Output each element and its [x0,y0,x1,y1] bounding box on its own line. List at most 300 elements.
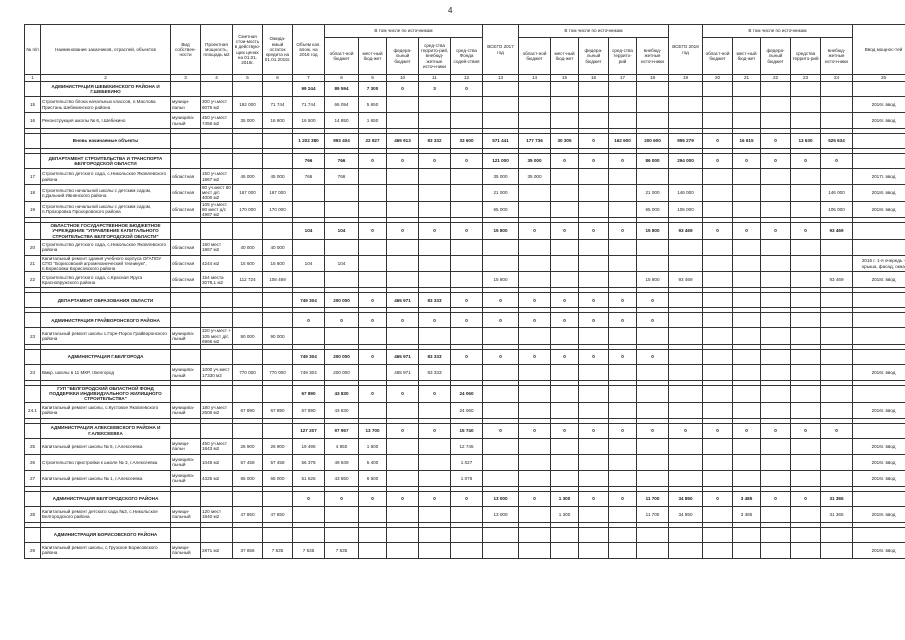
value-cell [387,542,419,558]
value-cell [821,328,853,345]
value-cell [387,454,419,470]
header-src17-4: внебюд-жетные источ-ники [637,38,669,75]
value-cell: 0 [551,154,579,169]
input-cell [853,328,905,345]
capacity-cell: 450 уч.мест 7456 м2 [201,113,233,129]
value-cell [703,350,733,365]
input-cell: 2016г. ввод [853,542,905,558]
page-number: 4 [448,6,453,15]
value-cell [703,470,733,486]
row-number: 21 [25,255,41,272]
row-number [25,423,41,438]
value-cell: 15 800 [483,272,519,288]
capacity-cell: 2871 м2 [201,542,233,558]
column-number: 25 [853,75,905,82]
input-cell: 2017г. ввод [853,169,905,185]
value-cell [609,328,637,345]
input-cell [853,223,905,240]
row-number: 15 [25,97,41,113]
value-cell [387,470,419,486]
value-cell [637,169,669,185]
value-cell [637,542,669,558]
value-cell: 0 [761,223,791,240]
section-title: ОБЛАСТНОЕ ГОСУДАРСТВЕННОЕ БЮДЖЕТНОЕ УЧРЕЖДЕНИЕ "УПРАВЛЕНИЕ КАПИТАЛЬНОГО СТРОИТЕЛЬСТВА БЕЛГОРОДСКОЙ ОБЛАСТИ" [41,223,171,240]
header-src16-1: мест-ный бюд-жет [359,38,387,75]
value-cell [791,350,821,365]
value-cell: 35 000 [483,169,519,185]
capacity-cell [201,313,233,328]
value-cell [263,223,293,240]
value-cell [387,527,419,542]
value-cell: 0 [609,293,637,308]
column-number: 21 [733,75,761,82]
value-cell [293,272,325,288]
value-cell [359,239,387,255]
value-cell [733,328,761,345]
value-cell [637,239,669,255]
value-cell [703,272,733,288]
section-row [25,82,905,97]
value-cell: 0 [579,134,609,149]
value-cell [761,293,791,308]
input-cell [853,386,905,403]
value-cell: 0 [359,154,387,169]
value-cell: 0 [579,350,609,365]
capacity-cell: 1048 м2 [201,454,233,470]
value-cell: 13 000 [483,506,519,522]
table-row [25,255,905,272]
input-cell [853,491,905,506]
value-cell: 67 890 [293,386,325,403]
value-cell [609,113,637,129]
value-cell: 146 000 [669,185,703,202]
value-cell: 71 744 [263,97,293,113]
section-row [25,134,905,149]
table-row [25,113,905,129]
value-cell: 162 600 [609,134,637,149]
row-number [25,350,41,365]
value-cell: 30 305 [551,134,579,149]
value-cell: 65 000 [263,470,293,486]
value-cell [451,506,483,522]
section-title: АДМИНИСТРАЦИЯ Г.БЕЛГОРОДА [41,350,171,365]
value-cell: 0 [733,154,761,169]
input-cell: 2018г. ввод [853,272,905,288]
value-cell [761,386,791,403]
ownership-cell: областная [171,169,201,185]
value-cell [233,134,263,149]
value-cell: 0 [359,350,387,365]
value-cell: 0 [551,313,579,328]
value-cell: 34 850 [669,491,703,506]
value-cell: 33 600 [451,134,483,149]
value-cell: 11 700 [637,491,669,506]
value-cell [483,255,519,272]
value-cell: 93 469 [669,272,703,288]
object-name: Капитальный ремонт здания учебного корпуса ОГАПОУ СПО "Борисовский агромеханический техникум", п.Борисовка Борисовского района [41,255,171,272]
value-cell [669,386,703,403]
column-number: 5 [233,75,263,82]
value-cell [233,223,263,240]
value-cell: 146 000 [821,185,853,202]
value-cell: 0 [451,223,483,240]
header-total-2017: ВСЕГО 2017 год [483,25,519,75]
value-cell [359,255,387,272]
capacity-cell: 1000 уч.мест 17330 м2 [201,365,233,381]
value-cell: 0 [579,423,609,438]
value-cell [733,470,761,486]
value-cell [579,470,609,486]
value-cell [669,97,703,113]
value-cell [419,527,451,542]
column-number: 20 [703,75,733,82]
ownership-cell: муниципа-льный [171,454,201,470]
value-cell [519,542,551,558]
section-row [25,386,905,403]
value-cell [551,82,579,97]
value-cell [483,82,519,97]
capacity-cell: 160 мест 1867 м2 [201,239,233,255]
value-cell [821,113,853,129]
ownership-cell: муниципа-льный [171,365,201,381]
value-cell [551,402,579,418]
row-number: 26 [25,454,41,470]
value-cell [387,113,419,129]
value-cell [761,272,791,288]
value-cell [551,169,579,185]
value-cell [519,328,551,345]
value-cell [519,185,551,202]
value-cell [325,272,359,288]
value-cell: 749 304 [293,293,325,308]
value-cell [579,365,609,381]
value-cell: 167 000 [263,185,293,202]
value-cell [263,313,293,328]
value-cell: 0 [419,491,451,506]
value-cell: 83 333 [419,365,451,381]
value-cell: 1 202 380 [293,134,325,149]
value-cell [579,97,609,113]
value-cell: 104 [293,255,325,272]
header-src18-2: федера-льный бюджет [761,38,791,75]
value-cell: 0 [451,350,483,365]
column-number: 22 [761,75,791,82]
row-number: 20 [25,239,41,255]
capacity-cell [201,423,233,438]
value-cell: 43 850 [325,470,359,486]
value-cell [791,386,821,403]
ownership-cell [171,386,201,403]
input-cell: 2016г. ввод [853,470,905,486]
value-cell [483,328,519,345]
value-cell [519,365,551,381]
value-cell: 0 [387,82,419,97]
value-cell: 12 745 [451,438,483,454]
value-cell: 7 535 [263,542,293,558]
section-title: АДМИНИСТРАЦИЯ БЕЛГОРОДСКОГО РАЙОНА [41,491,171,506]
value-cell: 66 094 [325,97,359,113]
value-cell: 0 [519,293,551,308]
value-cell: 766 [325,154,359,169]
value-cell [821,402,853,418]
value-cell [233,491,263,506]
value-cell: 0 [637,423,669,438]
value-cell [791,169,821,185]
value-cell: 3 [419,82,451,97]
value-cell [579,527,609,542]
value-cell: 11 700 [637,506,669,522]
value-cell: 90 000 [263,328,293,345]
value-cell [703,365,733,381]
value-cell: 0 [387,491,419,506]
value-cell [359,542,387,558]
value-cell [791,454,821,470]
value-cell [419,113,451,129]
column-number: 2 [41,75,171,82]
value-cell [387,239,419,255]
value-cell [609,169,637,185]
value-cell [519,527,551,542]
value-cell: 0 [761,491,791,506]
value-cell [551,97,579,113]
value-cell: 571 441 [483,134,519,149]
value-cell: 0 [821,154,853,169]
value-cell [233,313,263,328]
value-cell: 766 [325,169,359,185]
column-number: 10 [387,75,419,82]
value-cell [791,97,821,113]
capacity-cell: 320 уч.мест + 105 мест д/с 6966 м2 [202,328,231,344]
value-cell [519,454,551,470]
object-name: Вмкр. школы в 11 МКР, г.Белгород [41,365,171,381]
value-cell: 35 000 [519,169,551,185]
input-cell: 2018г. ввод [853,185,905,202]
input-cell [853,423,905,438]
value-cell [637,527,669,542]
value-cell [609,365,637,381]
value-cell: 1 600 [359,438,387,454]
value-cell: 5 650 [359,97,387,113]
value-cell [609,272,637,288]
value-cell: 0 [483,313,519,328]
value-cell: 43 830 [325,402,359,418]
value-cell [821,169,853,185]
value-cell: 40 000 [263,239,293,255]
value-cell [579,386,609,403]
value-cell [791,113,821,129]
value-cell [519,82,551,97]
value-cell: 0 [419,313,451,328]
value-cell: 0 [609,423,637,438]
value-cell: 22 927 [359,134,387,149]
value-cell [263,423,293,438]
header-input: Ввод мощнос-тей [853,25,905,75]
value-cell [359,169,387,185]
value-cell [233,293,263,308]
section-title: Вновь начинаемые объекты [41,134,171,149]
value-cell [733,313,761,328]
value-cell [791,313,821,328]
value-cell [263,293,293,308]
column-number: 13 [483,75,519,82]
value-cell [761,365,791,381]
value-cell: 0 [451,82,483,97]
value-cell: 67 890 [293,402,325,418]
value-cell: 200 000 [325,365,359,381]
value-cell [703,527,733,542]
value-cell: 21 000 [637,185,669,202]
value-cell [609,470,637,486]
value-cell [325,328,359,345]
input-cell [853,527,905,542]
value-cell: 0 [483,423,519,438]
ownership-cell: областная [171,272,201,288]
value-cell: 13 630 [791,134,821,149]
column-number: 7 [293,75,325,82]
value-cell: 3 485 [733,491,761,506]
ownership-cell [171,223,201,240]
value-cell [419,255,451,272]
value-cell: 15 800 [637,272,669,288]
value-cell [703,185,733,202]
value-cell [733,438,761,454]
value-cell: 104 [325,223,359,240]
value-cell [551,470,579,486]
value-cell [387,201,419,218]
value-cell [263,527,293,542]
input-cell: 2016г. ввод [853,454,905,470]
value-cell: 0 [791,223,821,240]
value-cell [293,201,325,218]
value-cell [669,239,703,255]
object-name: Строительство начальной школы с детским садом, п.Прохоровка Прохоровского района [41,201,171,218]
value-cell [637,454,669,470]
value-cell [761,82,791,97]
table-row [25,402,905,418]
ownership-cell: муниципа-льный [171,402,201,418]
section-row [25,527,905,542]
value-cell: 0 [387,313,419,328]
value-cell [637,328,669,345]
value-cell [669,82,703,97]
object-name: Капитальный ремонт школы, с.Кустовое Яковлевского района [41,402,171,418]
value-cell [637,365,669,381]
value-cell [733,201,761,218]
value-cell [703,386,733,403]
value-cell [359,527,387,542]
value-cell: 86 000 [637,154,669,169]
value-cell: 15 740 [451,423,483,438]
value-cell: 294 000 [669,154,703,169]
value-cell [821,255,853,272]
value-cell [325,527,359,542]
header-src18-1: мест-ный бюд-жет [733,38,761,75]
value-cell [419,402,451,418]
value-cell: 24 060 [451,402,483,418]
value-cell [761,402,791,418]
value-cell [733,169,761,185]
object-name: Капитальный ремонт детского сада №3, с.Никольское Белгородского района [41,506,171,522]
table-row [25,239,905,255]
value-cell: 0 [325,313,359,328]
value-cell [733,542,761,558]
capacity-cell [201,491,233,506]
header-capacity: Проектная мощность, площадь м2 [201,25,233,75]
value-cell: 108 469 [263,272,293,288]
value-cell: 0 [387,386,419,403]
value-cell: 0 [791,154,821,169]
value-cell [451,201,483,218]
row-number [25,491,41,506]
row-number [25,154,41,169]
value-cell [387,97,419,113]
value-cell [609,386,637,403]
value-cell [609,201,637,218]
value-cell [733,402,761,418]
header-sources-2018: В том числе по источникам [703,25,853,38]
value-cell [419,470,451,486]
header-src18-0: област-ной бюджет [703,38,733,75]
value-cell: 465 971 [387,350,419,365]
value-cell: 170 000 [263,201,293,218]
row-number: 24.1 [25,402,41,418]
value-cell [519,272,551,288]
value-cell [579,506,609,522]
value-cell: 0 [359,491,387,506]
value-cell [609,438,637,454]
section-title: ДЕПАРТАМЕНТ СТРОИТЕЛЬСТВА И ТРАНСПОРТА БЕЛГОРОДСКОЙ ОБЛАСТИ [41,154,171,169]
value-cell [387,169,419,185]
value-cell: 0 [733,423,761,438]
header-name: Наименование заказчиков, отраслей, объектов [41,25,171,75]
value-cell: 13 000 [483,491,519,506]
value-cell: 770 000 [263,365,293,381]
value-cell [579,201,609,218]
input-cell: 2016г. ввод [853,438,905,454]
value-cell: 51 526 [293,470,325,486]
value-cell: 35 000 [519,154,551,169]
value-cell [451,272,483,288]
value-cell [821,97,853,113]
value-cell [821,386,853,403]
value-cell: 34 850 [669,506,703,522]
value-cell [419,201,451,218]
value-cell: 0 [451,491,483,506]
header-num: № п/п [25,25,41,75]
value-cell [233,350,263,365]
value-cell: 0 [609,313,637,328]
value-cell [791,365,821,381]
value-cell [519,470,551,486]
value-cell: 0 [451,293,483,308]
value-cell: 0 [519,223,551,240]
value-cell [669,313,703,328]
value-cell: 93 469 [821,272,853,288]
row-number: 27 [25,470,41,486]
value-cell [791,542,821,558]
value-cell [761,185,791,202]
column-number: 8 [325,75,359,82]
capacity-cell [201,223,233,240]
section-title: АДМИНИСТРАЦИЯ ГРАЙВОРОНСКОГО РАЙОНА [41,313,171,328]
value-cell [637,97,669,113]
value-cell [637,470,669,486]
capacity-cell: 105 уч.мест 80 мест д/с 4987 м2 [201,201,233,218]
value-cell: 26 900 [263,438,293,454]
value-cell: 0 [609,223,637,240]
value-cell [419,272,451,288]
value-cell: 200 600 [637,134,669,149]
